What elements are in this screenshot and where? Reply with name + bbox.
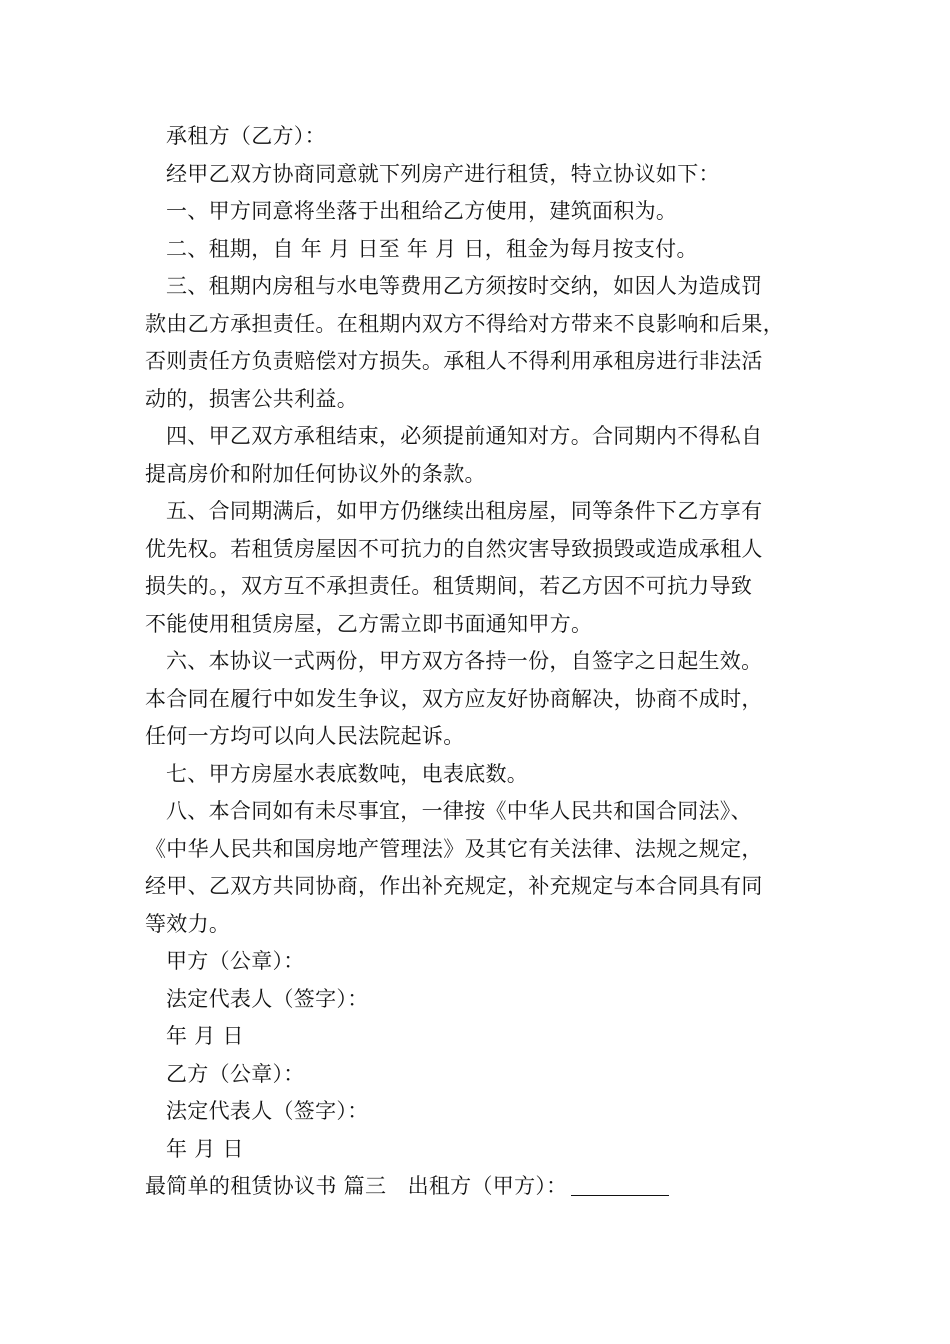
landlord-name-blank: [571, 1173, 669, 1196]
clause-6-line-3: 任何一方均可以向人民法院起诉。: [145, 724, 465, 748]
party-a-seal-line: 甲方（公章）：: [166, 949, 305, 973]
clause-2-line: 二、租期，自 年 月 日至 年 月 日，租金为每月按支付。: [166, 236, 698, 261]
clause-3-line-1: 三、租期内房租与水电等费用乙方须按时交纳，如因人为造成罚: [166, 274, 763, 298]
clause-4-line-2: 提高房价和附加任何协议外的条款。: [145, 461, 486, 486]
section-three-heading-line: [145, 1168, 815, 1206]
clause-8-line-1: 八、本合同如有未尽事宜，一律按《中华人民共和国合同法》、: [166, 799, 752, 823]
clause-5-line-4: 不能使用租赁房屋，乙方需立即书面通知甲方。: [145, 611, 593, 636]
clause-1-line: 一、甲方同意将坐落于出租给乙方使用，建筑面积为。: [166, 199, 678, 223]
clause-8-line-3: 经甲、乙双方共同协商，作出补充规定，补充规定与本合同具有同: [145, 874, 763, 898]
party-b-seal-line: 乙方（公章）：: [166, 1061, 305, 1086]
party-a-date-line: 年 月 日: [166, 1024, 244, 1048]
clause-4-line-1: 四、甲乙双方承租结束，必须提前通知对方。合同期内不得私自: [166, 424, 763, 448]
clause-5-line-3: 损失的。，双方互不承担责任。租赁期间，若乙方因不可抗力导致: [145, 574, 753, 598]
clause-6-line-2: 本合同在履行中如发生争议，双方应友好协商解决，协商不成时，: [145, 686, 763, 711]
tenant-party-line: 承租方（乙方）：: [166, 124, 326, 148]
party-b-representative-line: 法定代表人（签字）：: [166, 1099, 369, 1123]
section-three-heading-text: 最简单的租赁协议书 篇三 出租方（甲方）：: [145, 1174, 568, 1198]
preamble-line: 经甲乙双方协商同意就下列房产进行租赁，特立协议如下：: [166, 161, 720, 186]
clause-3-line-3: 否则责任方负责赔偿对方损失。承租人不得利用承租房进行非法活: [145, 349, 763, 373]
clause-5-line-1: 五、合同期满后，如甲方仍继续出租房屋，同等条件下乙方享有: [166, 499, 763, 523]
clause-8-line-2: 《中华人民共和国房地产管理法》及其它有关法律、法规之规定，: [145, 836, 763, 861]
document-body: [145, 118, 815, 1206]
clause-7-line: 七、甲方房屋水表底数吨，电表底数。: [166, 761, 529, 786]
clause-3-line-4: 动的，损害公共利益。: [145, 386, 358, 411]
clause-8-line-4: 等效力。: [145, 911, 231, 936]
clause-5-line-2: 优先权。若租赁房屋因不可抗力的自然灾害导致损毁或造成承租人: [145, 536, 763, 561]
party-a-representative-line: 法定代表人（签字）：: [166, 986, 369, 1011]
clause-6-line-1: 六、本协议一式两份，甲方双方各持一份，自签字之日起生效。: [166, 649, 763, 673]
party-b-date-line: 年 月 日: [166, 1136, 244, 1161]
clause-3-line-2: 款由乙方承担责任。在租期内双方不得给对方带来不良影响和后果，: [145, 311, 784, 336]
